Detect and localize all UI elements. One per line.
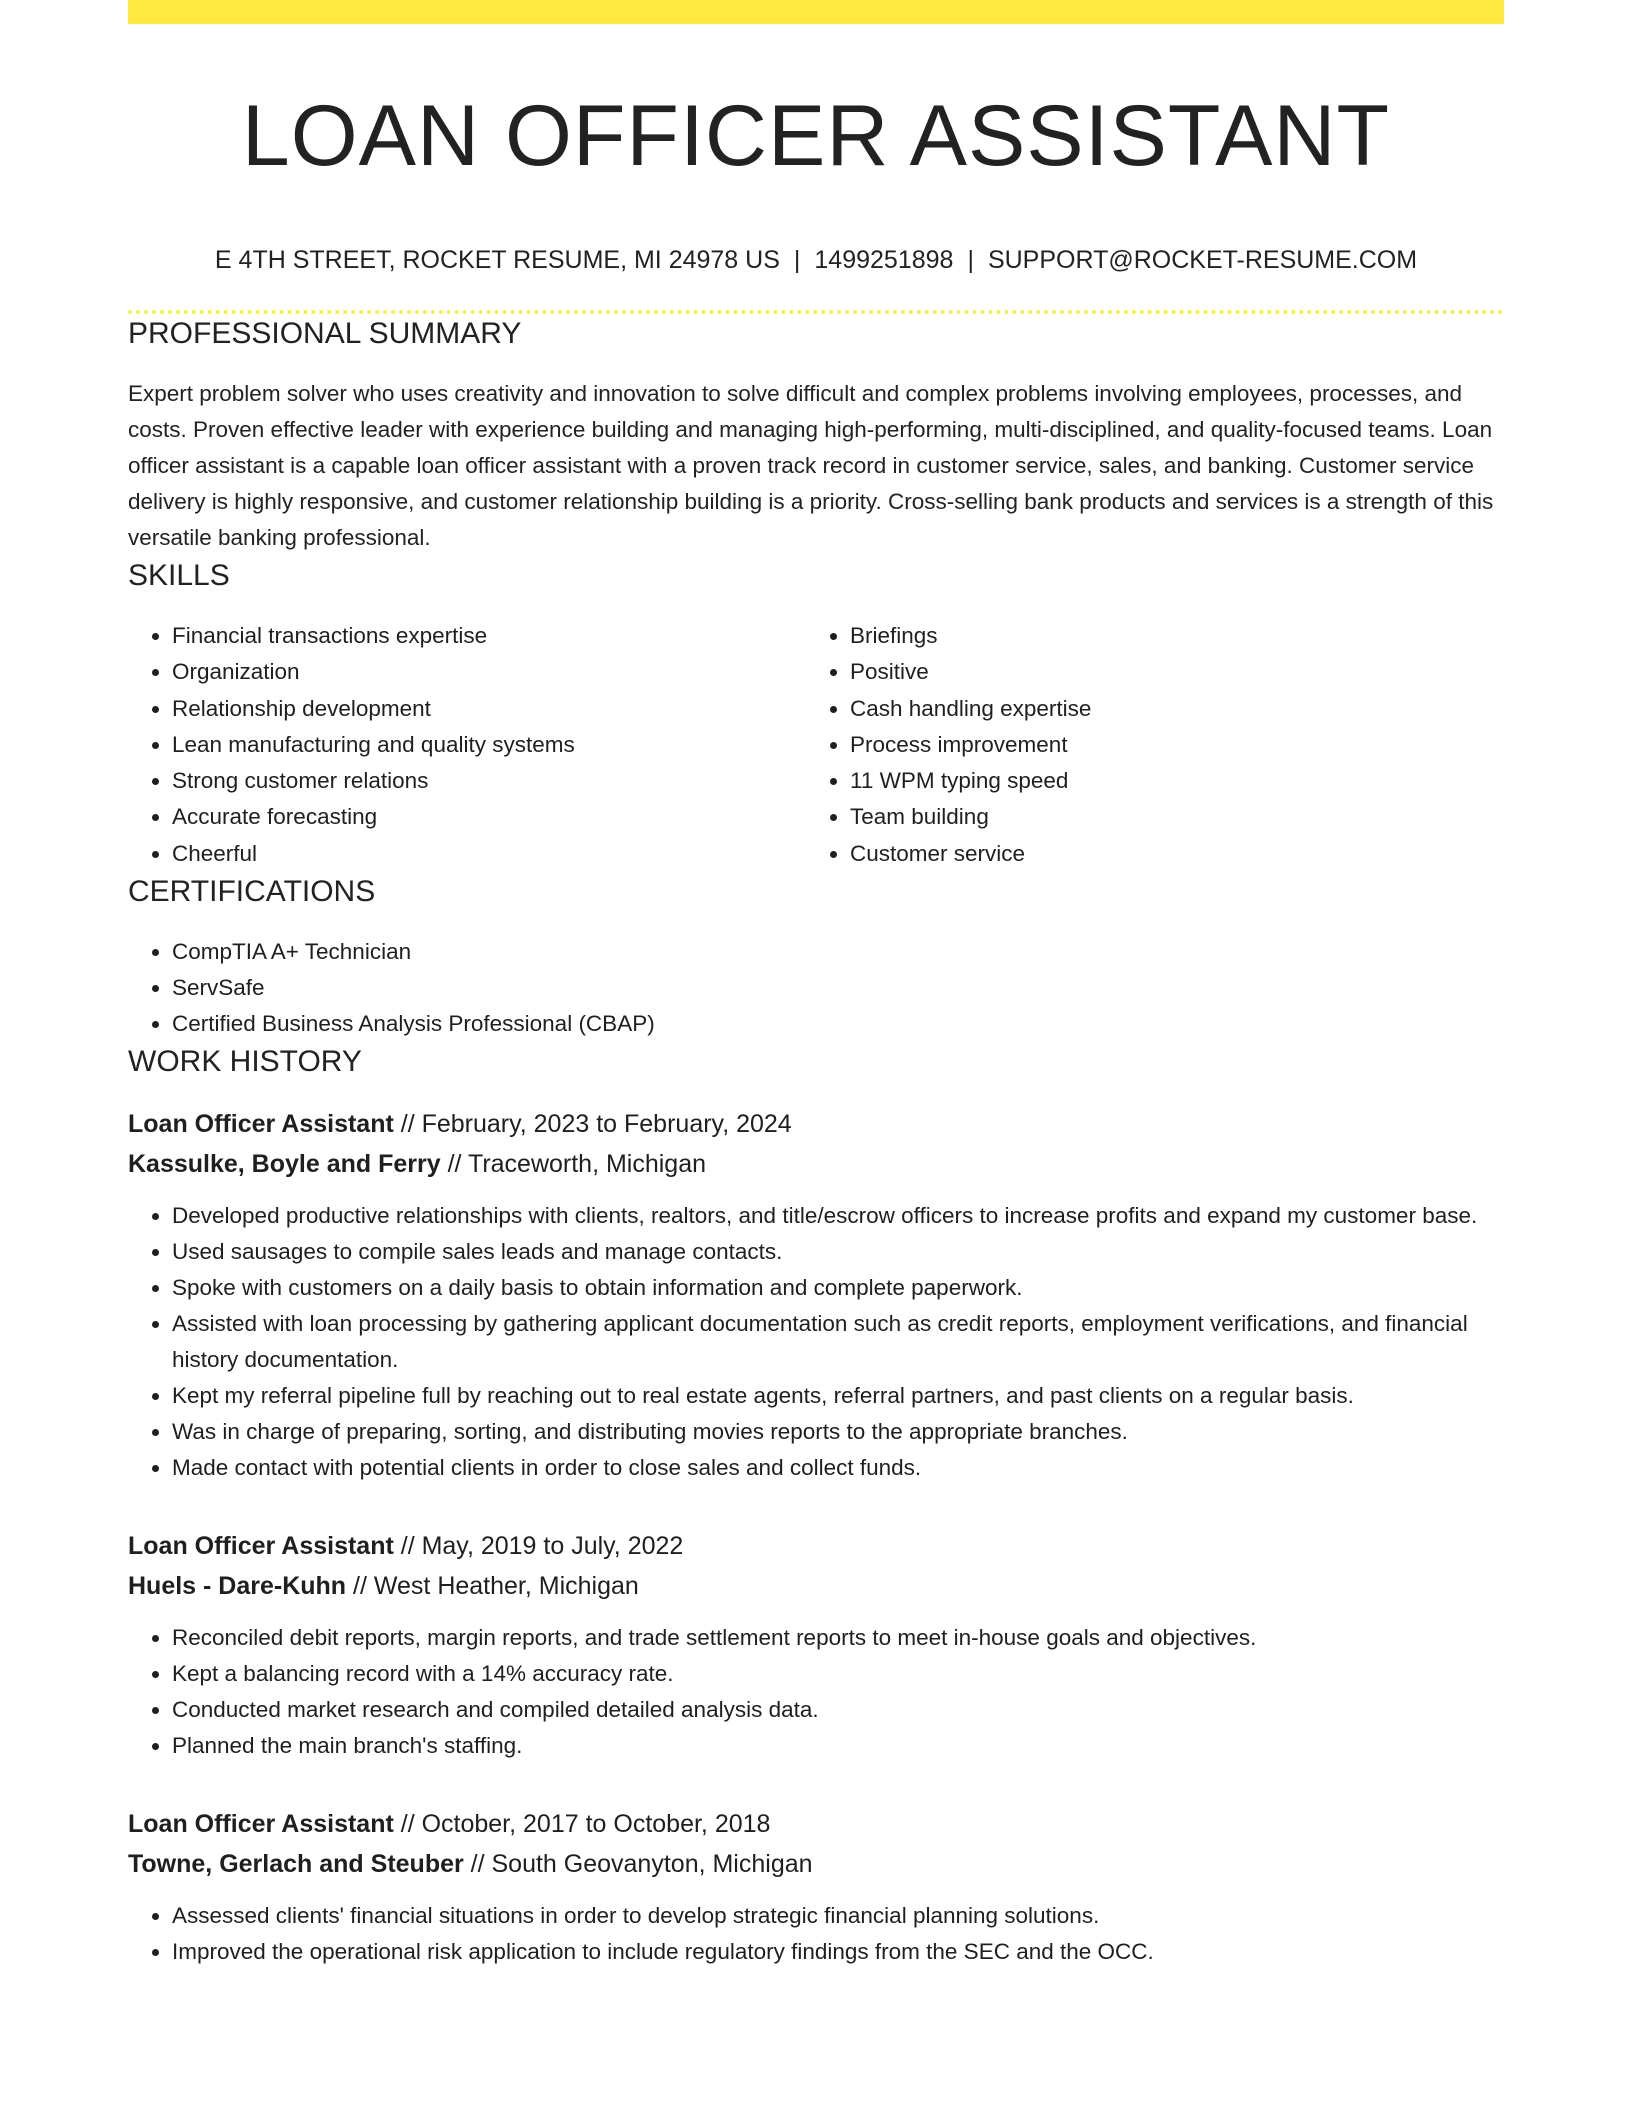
job-bullet: • Was in charge of preparing, sorting, and distributing movies reports to the appropriate branches. <box>172 1414 1504 1450</box>
skill-item: • Organization <box>172 654 806 690</box>
job-company-line <box>128 1144 1504 1184</box>
skills-heading: SKILLS <box>128 559 230 592</box>
skill-item: • Strong customer relations <box>172 763 806 799</box>
summary-text: Expert problem solver who uses creativity and innovation to solve difficult and complex problems involving employees, processes, and costs. Proven effective leader with experience building and managing high-performing, multi-disciplined, and quality-focused teams. Loan officer assistant is a capable loan officer assistant with a proven track record in customer service, sales, and banking. Customer service delivery is highly responsive, and customer relationship building is a priority. Cross-selling bank products and services is a strength of this versatile banking professional. <box>128 381 1494 550</box>
skills-columns <box>128 618 1504 872</box>
job-company-line <box>128 1844 1504 1884</box>
job-bullet: • Assisted with loan processing by gathering applicant documentation such as credit reports, employment verifications, and financial history documentation. <box>172 1306 1504 1378</box>
job-company: Towne, Gerlach and Steuber <box>128 1850 464 1879</box>
separator: | <box>793 246 801 274</box>
job-bullet: • Planned the main branch's staffing. <box>172 1728 1504 1764</box>
job-bullet: • Made contact with potential clients in order to close sales and collect funds. <box>172 1450 1504 1486</box>
job-location: // West Heather, Michigan <box>346 1572 639 1601</box>
job-bullets <box>128 1198 1504 1486</box>
job-bullet: • Developed productive relationships with clients, realtors, and title/escrow officers to increase profits and expand my customer base. <box>172 1198 1504 1234</box>
skill-item: • 11 WPM typing speed <box>850 763 1450 799</box>
contact-line <box>128 244 1504 276</box>
job-company: Kassulke, Boyle and Ferry <box>128 1150 441 1179</box>
job-location: // Traceworth, Michigan <box>440 1150 707 1179</box>
accent-bar <box>128 0 1504 24</box>
job-bullet: • Spoke with customers on a daily basis to obtain information and complete paperwork. <box>172 1270 1504 1306</box>
job-entry <box>128 1526 1504 1764</box>
job-role: Loan Officer Assistant <box>128 1110 394 1139</box>
job-role: Loan Officer Assistant <box>128 1532 394 1561</box>
job-bullet: • Kept a balancing record with a 14% accuracy rate. <box>172 1656 1504 1692</box>
skill-item: • Accurate forecasting <box>172 799 806 835</box>
certifications-heading: CERTIFICATIONS <box>128 875 376 909</box>
skill-item: • Cheerful <box>172 836 806 872</box>
skill-item: • Team building <box>850 799 1450 835</box>
skill-item: • Positive <box>850 654 1450 690</box>
job-bullet: • Conducted market research and compiled detailed analysis data. <box>172 1692 1504 1728</box>
job-bullet: • Kept my referral pipeline full by reaching out to real estate agents, referral partners, and past clients on a regular basis. <box>172 1378 1504 1414</box>
job-title-line <box>128 1526 1504 1566</box>
job-company-line <box>128 1566 1504 1606</box>
job-location: // South Geovanyton, Michigan <box>463 1850 813 1879</box>
job-dates: // October, 2017 to October, 2018 <box>393 1810 771 1839</box>
job-company: Huels - Dare-Kuhn <box>128 1572 347 1601</box>
phone: 1499251898 <box>814 246 954 274</box>
job-bullet: • Improved the operational risk application to include regulatory findings from the SEC and the OCC. <box>172 1934 1504 1970</box>
separator: | <box>967 246 974 274</box>
job-dates: // February, 2023 to February, 2024 <box>393 1110 792 1139</box>
resume-page <box>128 0 1504 1970</box>
job-dates: // May, 2019 to July, 2022 <box>393 1532 684 1561</box>
skill-item: • Lean manufacturing and quality systems <box>172 727 806 763</box>
resume-name: LOAN OFFICER ASSISTANT <box>241 88 1391 184</box>
job-title-line <box>128 1804 1504 1844</box>
job-entry <box>128 1104 1504 1486</box>
certifications-list <box>128 934 1504 1042</box>
job-bullet: • Used sausages to compile sales leads and manage contacts. <box>172 1234 1504 1270</box>
skills-list-left <box>128 618 806 872</box>
job-bullets <box>128 1620 1504 1764</box>
work-history-heading: WORK HISTORY <box>128 1045 362 1079</box>
job-entry <box>128 1804 1504 1970</box>
skill-item: • Financial transactions expertise <box>172 618 806 654</box>
address: E 4TH STREET, ROCKET RESUME, MI 24978 US <box>214 246 780 274</box>
certification-item: • ServSafe <box>172 970 1504 1006</box>
skill-item: • Relationship development <box>172 691 806 727</box>
skill-item: • Customer service <box>850 836 1450 872</box>
job-bullets <box>128 1898 1504 1970</box>
skill-item: • Process improvement <box>850 727 1450 763</box>
email: SUPPORT@ROCKET-RESUME.COM <box>987 246 1418 274</box>
job-role: Loan Officer Assistant <box>128 1810 394 1839</box>
certification-item: • Certified Business Analysis Professional (CBAP) <box>172 1006 1504 1042</box>
job-bullet: • Reconciled debit reports, margin reports, and trade settlement reports to meet in-house goals and objectives. <box>172 1620 1504 1656</box>
summary-heading: PROFESSIONAL SUMMARY <box>128 317 522 350</box>
skills-list-right <box>806 618 1450 872</box>
job-bullet: • Assessed clients' financial situations in order to develop strategic financial planning solutions. <box>172 1898 1504 1934</box>
certification-item: • CompTIA A+ Technician <box>172 934 1504 970</box>
skill-item: • Briefings <box>850 618 1450 654</box>
job-title-line <box>128 1104 1504 1144</box>
skill-item: • Cash handling expertise <box>850 691 1450 727</box>
